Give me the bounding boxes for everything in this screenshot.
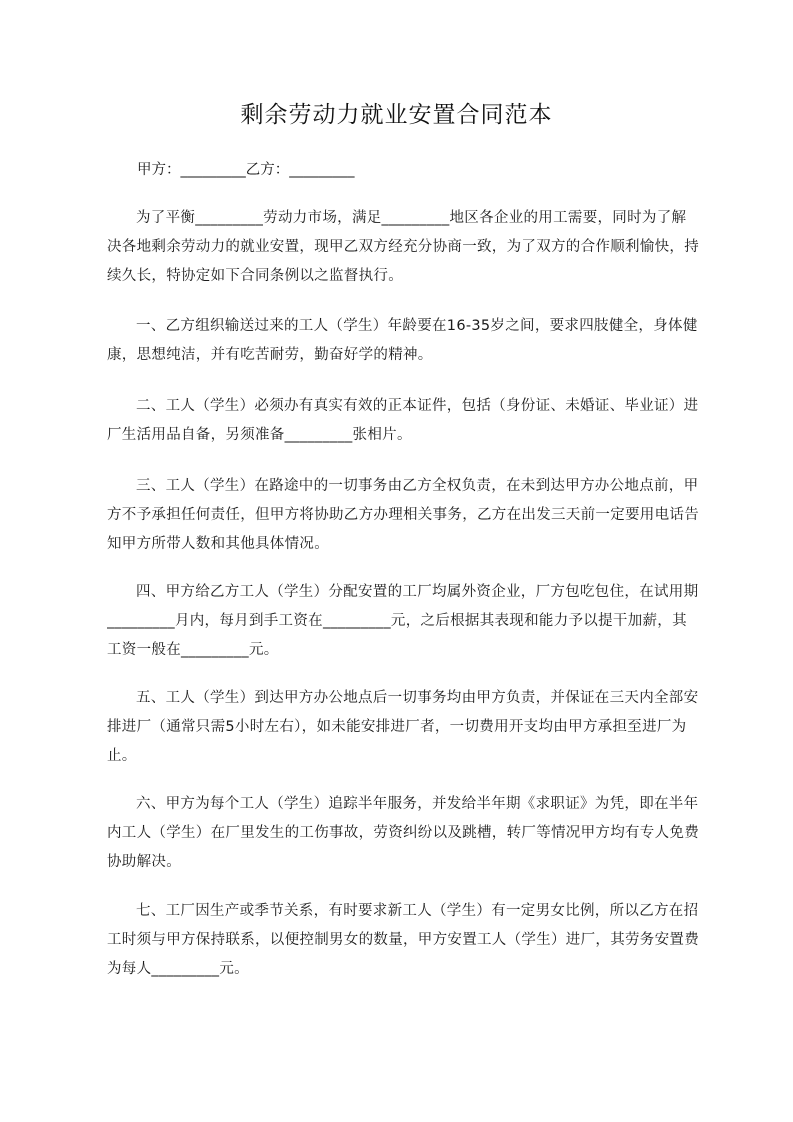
clause-2-paragraph: 二、工人（学生）必须办有真实有效的正本证件，包括（身份证、未婚证、毕业证）进厂生活用品自备，另须准备_________张相片。: [107, 398, 699, 443]
clause-3-paragraph: 三、工人（学生）在路途中的一切事务由乙方全权负责，在未到达甲方办公地点前，甲方不予承担任何责任，但甲方将协助乙方办理相关事务，乙方在出发三天前一定要用电话告知甲方所带人数和其他具体情况。: [107, 478, 699, 552]
clause-1-paragraph: 一、乙方组织输送过来的工人（学生）年龄要在16-35岁之间，要求四肢健全，身体健康，思想纯洁，并有吃苦耐劳，勤奋好学的精神。: [107, 318, 698, 363]
document-title: 剩余劳动力就业安置合同范本: [240, 102, 553, 128]
clause-7-paragraph: 七、工厂因生产或季节关系，有时要求新工人（学生）有一定男女比例，所以乙方在招工时须与甲方保持联系，以便控制男女的数量，甲方安置工人（学生）进厂，其劳务安置费为每人_________元。: [107, 903, 699, 977]
clause-6-paragraph: 六、甲方为每个工人（学生）追踪半年服务，并发给半年期《求职证》为凭，即在半年内工人（学生）在厂里发生的工伤事故，劳资纠纷以及跳槽，转厂等情况甲方均有专人免费协助解决。: [107, 796, 699, 870]
clause-5-paragraph: 五、工人（学生）到达甲方办公地点后一切事务均由甲方负责，并保证在三天内全部安排进厂（通常只需5小时左右），如未能安排进厂者，一切费用开支均由甲方承担至进厂为止。: [107, 690, 699, 764]
clause-4-paragraph: 四、甲方给乙方工人（学生）分配安置的工厂均属外资企业，厂方包吃包住，在试用期_________月内，每月到手工资在_________元，之后根据其表现和能力予以提干加薪，其工资一般在_________元。: [107, 584, 699, 658]
contract-parties-line: 甲方：_________乙方：_________: [137, 162, 355, 178]
intro-paragraph: 为了平衡_________劳动力市场，满足_________地区各企业的用工需要，同时为了解决各地剩余劳动力的就业安置，现甲乙双方经充分协商一致，为了双方的合作顺利愉快，持续久长，特协定如下合同条例以之监督执行。: [107, 210, 699, 284]
